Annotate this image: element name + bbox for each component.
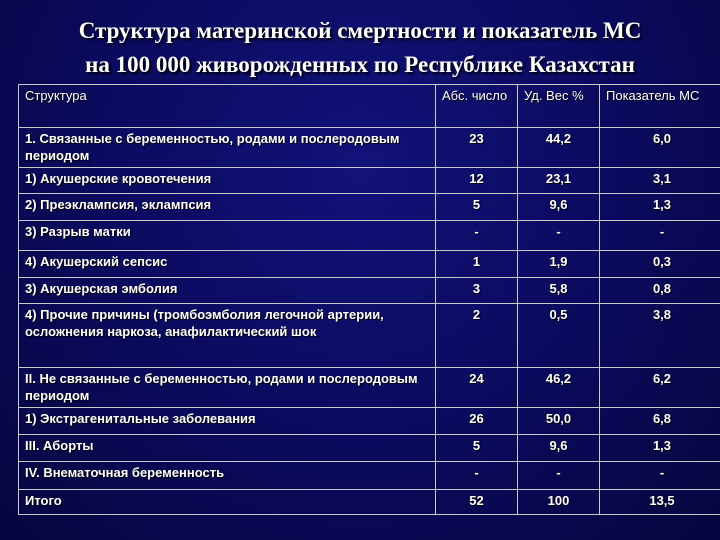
row-share-percent: -: [518, 221, 600, 251]
row-mc-rate: 0,3: [600, 251, 720, 278]
row-mc-rate: 3,8: [600, 304, 720, 368]
row-mc-rate: 13,5: [600, 490, 720, 515]
row-mc-rate: 1,3: [600, 194, 720, 221]
row-abs-count: -: [436, 462, 518, 490]
table-row: [19, 251, 720, 278]
row-label: 1) Экстрагенитальные заболевания: [19, 408, 436, 435]
header-mc-rate: Показатель МС: [600, 85, 720, 128]
table-row: [19, 128, 720, 168]
row-abs-count: 23: [436, 128, 518, 168]
row-label: 4) Акушерский сепсис: [19, 251, 436, 278]
row-share-percent: 9,6: [518, 435, 600, 462]
row-abs-count: 5: [436, 435, 518, 462]
row-mc-rate: 3,1: [600, 168, 720, 194]
row-mc-rate: -: [600, 221, 720, 251]
row-label: III. Аборты: [19, 435, 436, 462]
row-abs-count: 2: [436, 304, 518, 368]
table-row: [19, 168, 720, 194]
row-abs-count: 52: [436, 490, 518, 515]
row-share-percent: 9,6: [518, 194, 600, 221]
row-mc-rate: -: [600, 462, 720, 490]
mortality-table: [18, 84, 720, 515]
table-row-total: [19, 490, 720, 515]
table-row: [19, 221, 720, 251]
row-share-percent: -: [518, 462, 600, 490]
table-row: [19, 368, 720, 408]
row-label: 3) Разрыв матки: [19, 221, 436, 251]
row-label: 3) Акушерская эмболия: [19, 278, 436, 304]
row-share-percent: 1,9: [518, 251, 600, 278]
row-share-percent: 23,1: [518, 168, 600, 194]
header-abs-count: Абс. число: [436, 85, 518, 128]
row-label: 4) Прочие причины (тромбоэмболия легочной артерии, осложнения наркоза, анафилактический шок: [19, 304, 436, 368]
title-line-1: Структура материнской смертности и показатель МС: [78, 18, 642, 43]
row-share-percent: 5,8: [518, 278, 600, 304]
row-label: 1. Связанные с беременностью, родами и послеродовым периодом: [19, 128, 436, 168]
row-mc-rate: 1,3: [600, 435, 720, 462]
row-label: 2) Преэклампсия, эклампсия: [19, 194, 436, 221]
row-share-percent: 50,0: [518, 408, 600, 435]
row-share-percent: 44,2: [518, 128, 600, 168]
row-mc-rate: 6,2: [600, 368, 720, 408]
row-mc-rate: 0,8: [600, 278, 720, 304]
title-line-2: на 100 000 живорожденных по Республике Казахстан: [85, 52, 635, 77]
row-share-percent: 100: [518, 490, 600, 515]
table-row: [19, 194, 720, 221]
row-mc-rate: 6,0: [600, 128, 720, 168]
row-label: II. Не связанные с беременностью, родами и послеродовым периодом: [19, 368, 436, 408]
row-label: Итого: [19, 490, 436, 515]
row-abs-count: -: [436, 221, 518, 251]
row-share-percent: 0,5: [518, 304, 600, 368]
row-abs-count: 5: [436, 194, 518, 221]
row-abs-count: 26: [436, 408, 518, 435]
table-row: [19, 462, 720, 490]
row-mc-rate: 6,8: [600, 408, 720, 435]
table-header-row: [19, 85, 720, 128]
row-share-percent: 46,2: [518, 368, 600, 408]
page-title: [0, 14, 720, 82]
row-label: IV. Внематочная беременность: [19, 462, 436, 490]
row-label: 1) Акушерские кровотечения: [19, 168, 436, 194]
table-row: [19, 435, 720, 462]
header-share-percent: Уд. Вес %: [518, 85, 600, 128]
row-abs-count: 1: [436, 251, 518, 278]
header-structure: Структура: [19, 85, 436, 128]
row-abs-count: 3: [436, 278, 518, 304]
table-row: [19, 278, 720, 304]
table-row: [19, 408, 720, 435]
table-row: [19, 304, 720, 368]
row-abs-count: 24: [436, 368, 518, 408]
row-abs-count: 12: [436, 168, 518, 194]
